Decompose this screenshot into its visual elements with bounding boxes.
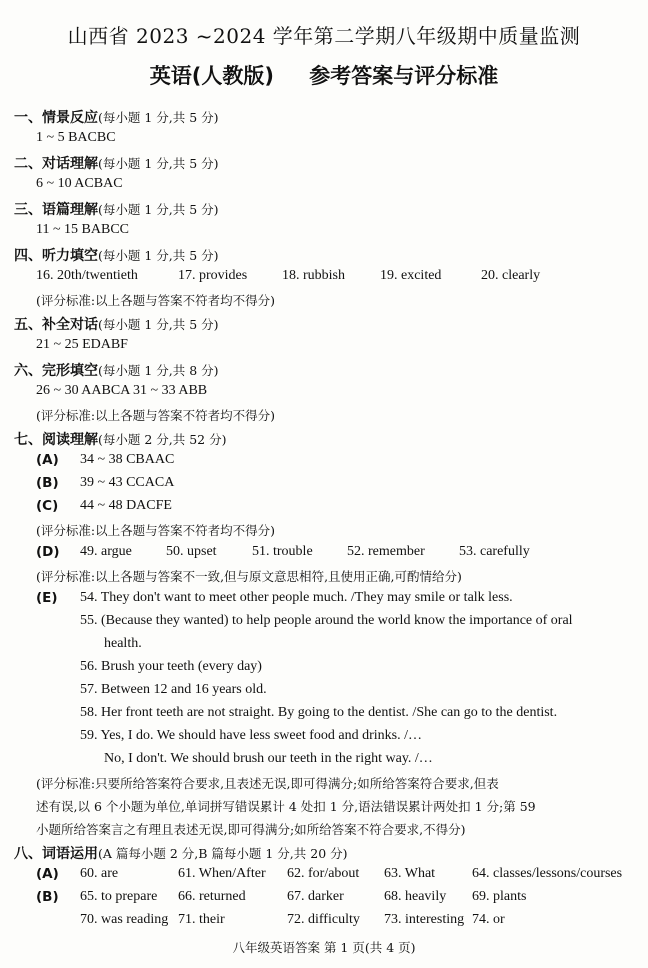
- answer-line: 54. They don't want to meet other people much. /They may smile or talk less.: [80, 590, 513, 605]
- answer-item: 72. difficulty: [287, 912, 360, 927]
- answer-item: 20. clearly: [481, 268, 541, 283]
- grading-note: (评分标准:以上各题与答案不符者均不得分): [36, 408, 275, 423]
- document-title: 山西省 2023 ~2024 学年第二学期八年级期中质量监测: [67, 24, 581, 48]
- part-label: (A): [36, 866, 59, 882]
- answer-item: 64. classes/lessons/courses: [472, 866, 623, 881]
- answer-item: 67. darker: [287, 889, 344, 904]
- answer-item: 61. When/After: [178, 866, 266, 881]
- answer-line: 58. Her front teeth are not straight. By going to the dentist. /She can go to the dentist.: [80, 705, 558, 720]
- answer-item: 49. argue: [80, 544, 132, 559]
- answer-line: No, I don't. We should brush our teeth in the right way. /…: [104, 751, 433, 766]
- part-answers: 44 ~ 48 DACFE: [80, 498, 172, 513]
- answer-line: 57. Between 12 and 16 years old.: [80, 682, 267, 697]
- section-8-heading: 八、词语运用(A 篇每小题 2 分,B 篇每小题 1 分,共 20 分): [14, 846, 348, 862]
- section-7-heading: 七、阅读理解(每小题 2 分,共 52 分): [14, 432, 227, 448]
- answer-item: 68. heavily: [384, 889, 447, 904]
- part-answers: 34 ~ 38 CBAAC: [80, 452, 175, 467]
- grading-note: 述有误,以 6 个小题为单位,单词拼写错误累计 4 处扣 1 分,语法错误累计两处扣 1 分;第 59: [36, 799, 536, 814]
- part-label: (D): [36, 544, 60, 560]
- section-2-heading: 二、对话理解(每小题 1 分,共 5 分): [14, 156, 219, 172]
- answer-item: 62. for/about: [287, 866, 360, 881]
- part-label: (E): [36, 590, 58, 606]
- answer-item: 73. interesting: [384, 912, 465, 927]
- section-2-answers: 6 ~ 10 ACBAC: [36, 176, 123, 191]
- answer-item: 16. 20th/twentieth: [36, 268, 138, 283]
- answer-item: 19. excited: [380, 268, 442, 283]
- answer-line: 55. (Because they wanted) to help people around the world know the importance of oral: [80, 613, 573, 628]
- answer-item: 69. plants: [472, 889, 527, 904]
- subtitle-subject: 英语(人教版): [149, 64, 274, 88]
- part-label: (B): [36, 889, 59, 905]
- answer-item: 50. upset: [166, 544, 217, 559]
- part-label: (A): [36, 452, 59, 468]
- answer-item: 53. carefully: [459, 544, 530, 559]
- page-footer: 八年级英语答案 第 1 页(共 4 页): [232, 940, 416, 955]
- answer-item: 65. to prepare: [80, 889, 158, 904]
- answer-item: 60. are: [80, 866, 119, 881]
- grading-note: (评分标准:只要所给答案符合要求,且表述无误,即可得满分;如所给答案符合要求,但表: [36, 776, 499, 791]
- answer-item: 74. or: [472, 912, 505, 927]
- section-3-answers: 11 ~ 15 BABCC: [36, 222, 130, 237]
- answer-item: 66. returned: [178, 889, 246, 904]
- answer-line: health.: [104, 636, 142, 651]
- answer-item: 17. provides: [178, 268, 248, 283]
- part-label: (B): [36, 475, 59, 491]
- grading-note: 小题所给答案言之有理且表述无误,即可得满分;如所给答案不符合要求,不得分): [36, 822, 466, 837]
- answer-item: 18. rubbish: [282, 268, 345, 283]
- section-6-heading: 六、完形填空(每小题 1 分,共 8 分): [14, 363, 219, 379]
- part-label: (C): [36, 498, 59, 514]
- grading-note: (评分标准:以上各题与答案不一致,但与原文意思相符,且使用正确,可酌情给分): [36, 569, 462, 584]
- answer-item: 63. What: [384, 866, 436, 881]
- answer-item: 71. their: [178, 912, 225, 927]
- section-5-answers: 21 ~ 25 EDABF: [36, 337, 128, 352]
- section-3-heading: 三、语篇理解(每小题 1 分,共 5 分): [14, 202, 219, 218]
- answer-item: 51. trouble: [252, 544, 313, 559]
- section-4-heading: 四、听力填空(每小题 1 分,共 5 分): [14, 248, 219, 264]
- answer-item: 52. remember: [347, 544, 425, 559]
- section-1-answers: 1 ~ 5 BACBC: [36, 130, 116, 145]
- answer-line: 59. Yes, I do. We should have less sweet food and drinks. /…: [80, 728, 422, 743]
- grading-note: (评分标准:以上各题与答案不符者均不得分): [36, 293, 275, 308]
- section-6-answers: 26 ~ 30 AABCA 31 ~ 33 ABB: [36, 383, 208, 398]
- document-subtitle: [0, 60, 648, 90]
- subtitle-answers: 参考答案与评分标准: [309, 64, 499, 88]
- answer-line: 56. Brush your teeth (every day): [80, 659, 262, 674]
- section-1-heading: 一、情景反应(每小题 1 分,共 5 分): [14, 110, 219, 126]
- grading-note: (评分标准:以上各题与答案不符者均不得分): [36, 523, 275, 538]
- answer-item: 70. was reading: [80, 912, 169, 927]
- part-answers: 39 ~ 43 CCACA: [80, 475, 175, 490]
- section-5-heading: 五、补全对话(每小题 1 分,共 5 分): [14, 317, 219, 333]
